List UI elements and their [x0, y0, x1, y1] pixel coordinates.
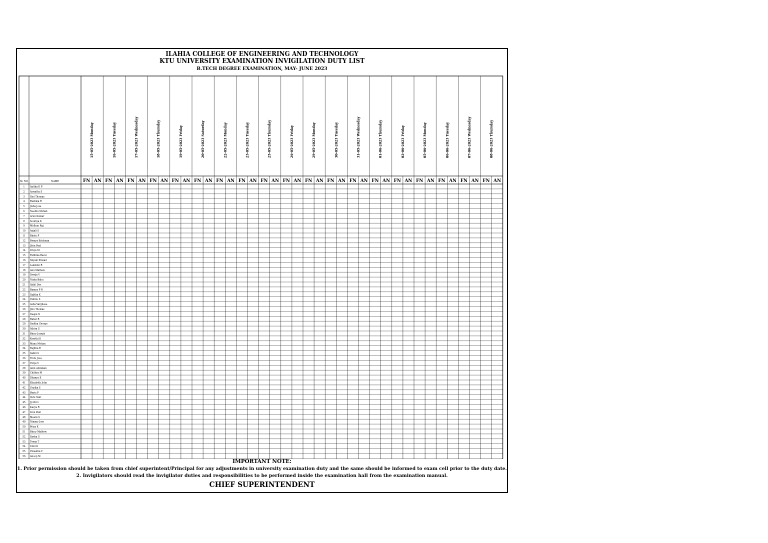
session-label: AN	[315, 179, 324, 184]
name-cell: Rejitha R	[30, 347, 41, 351]
sl-cell: 35	[22, 352, 26, 356]
name-cell: Sajitha K	[30, 293, 41, 297]
session-label: AN	[227, 179, 235, 184]
sl-cell: 17	[22, 263, 26, 267]
sl-cell: 18	[22, 268, 26, 272]
name-cell: Sneha S	[30, 435, 40, 439]
sl-cell: 5	[23, 205, 25, 209]
date-header: 08-06-2023 Thursday	[489, 119, 494, 158]
date-header: 07-06-2023 Wednesday	[467, 116, 472, 158]
name-cell: Divya M	[30, 249, 40, 253]
session-label: FN	[349, 179, 357, 184]
session-label: AN	[360, 179, 368, 184]
notes-heading: IMPORTANT NOTE:	[232, 459, 292, 465]
name-cell: Dhanya K	[30, 376, 42, 380]
name-cell: Abin Abraham	[30, 366, 47, 370]
sl-cell: 28	[22, 317, 26, 321]
sl-cell: 48	[22, 415, 26, 419]
name-cell: Asha Varghese	[30, 303, 48, 307]
date-header: 19-05-2023 Friday	[178, 125, 183, 158]
sl-cell: 16	[22, 259, 26, 262]
name-cell: Teena T	[30, 440, 40, 444]
sl-cell: 55	[22, 450, 26, 454]
name-cell: Linu Paul	[30, 410, 41, 414]
sl-cell: 46	[22, 406, 26, 409]
name-cell: Nimmy Jose	[30, 420, 44, 424]
session-label: AN	[493, 179, 501, 184]
list-title: KTU UNIVERSITY EXAMINATION INVIGILATION DUTY LIST	[159, 58, 365, 65]
sl-cell: 43	[22, 391, 26, 395]
session-label: FN	[482, 179, 490, 184]
date-header: 22-05-2023 Monday	[223, 122, 228, 158]
sl-cell: 21	[22, 283, 26, 287]
sl-cell: 27	[22, 312, 26, 316]
session-label: AN	[182, 179, 191, 184]
sl-cell: 51	[22, 430, 26, 434]
sl-cell: 1	[23, 185, 25, 189]
session-label: FN	[149, 179, 157, 184]
sl-cell: 42	[22, 386, 26, 390]
name-cell: Jinu Thomas	[30, 308, 45, 311]
session-label: FN	[82, 179, 91, 184]
session-label: FN	[282, 179, 290, 184]
date-header: 26-05-2023 Friday	[289, 125, 294, 158]
sl-cell: 34	[22, 347, 26, 351]
session-label: FN	[393, 179, 401, 184]
sl-cell: 30	[22, 327, 26, 331]
chief-superintendent-signature: CHIEF SUPERINTENDENT	[209, 480, 315, 489]
sl-cell: 38	[22, 366, 26, 370]
sl-cell: 19	[22, 273, 26, 277]
session-label: AN	[160, 179, 168, 184]
name-cell: Anitha K P	[30, 185, 43, 189]
name-cell: Kavya R	[30, 406, 40, 409]
sl-no-header: Sl. NO	[20, 180, 28, 183]
sl-cell: 50	[22, 425, 26, 429]
session-label: FN	[238, 179, 246, 184]
exam-title: B.TECH DEGREE EXAMINATION, MAY- JUNE 2023	[196, 67, 328, 72]
sl-cell: 53	[22, 440, 26, 444]
session-label: AN	[116, 179, 124, 184]
session-label: FN	[438, 179, 446, 184]
name-cell: Athira S	[30, 327, 40, 331]
sl-cell: 45	[22, 401, 26, 405]
name-cell: Arun Kumar	[30, 214, 45, 218]
session-label: AN	[138, 179, 146, 184]
name-cell: Lekshmi R	[30, 263, 43, 267]
name-cell: Sini Thomas	[30, 195, 45, 199]
sl-cell: 3	[23, 195, 25, 199]
name-cell: Priya K	[30, 425, 39, 429]
session-label: AN	[338, 179, 346, 184]
date-header: 23-05-2023 Tuesday	[245, 122, 250, 158]
sl-cell: 13	[22, 244, 26, 248]
name-cell: Ramya P R	[30, 288, 43, 292]
session-label: FN	[460, 179, 468, 184]
date-header: 25-05-2023 Thursday	[267, 119, 272, 158]
sl-cell: 44	[22, 396, 26, 400]
session-label: AN	[449, 179, 457, 184]
college-name: ILAHIA COLLEGE OF ENGINEERING AND TECHNOLOGY	[165, 51, 359, 58]
name-cell: Vineetha V	[30, 450, 43, 454]
sl-cell: 40	[22, 376, 26, 380]
name-cell: Binoy Joseph	[30, 332, 46, 336]
date-header: 01-06-2023 Thursday	[378, 119, 383, 158]
session-label: FN	[105, 179, 113, 184]
sl-cell: 15	[22, 254, 26, 258]
session-label: FN	[193, 179, 202, 184]
sl-cell: 2	[23, 190, 25, 194]
name-cell: Jyothi L	[30, 401, 39, 405]
session-label: FN	[415, 179, 424, 184]
session-label: FN	[171, 179, 179, 184]
sl-cell: 52	[22, 435, 26, 439]
session-label: FN	[127, 179, 135, 184]
sl-cell: 6	[23, 210, 25, 213]
name-cell: Salini S	[30, 352, 39, 356]
date-header: 06-06-2023 Tuesday	[445, 122, 450, 158]
sl-cell: 8	[23, 219, 25, 223]
name-cell: Keerthi K	[30, 337, 42, 341]
date-header: 29-05-2023 Monday	[312, 122, 317, 158]
sl-cell: 23	[22, 293, 26, 297]
sl-cell: 24	[22, 298, 26, 302]
date-header: 17-05-2023 Wednesday	[134, 116, 139, 158]
session-label: AN	[93, 179, 102, 184]
sl-cell: 56	[22, 455, 26, 458]
sl-cell: 33	[22, 342, 26, 346]
sl-cell: 10	[22, 229, 26, 233]
name-cell: Rahul R	[30, 317, 40, 321]
name-cell: Reshma R	[30, 200, 42, 204]
date-header: 20-05-2023 Saturday	[201, 120, 206, 158]
session-label: FN	[327, 179, 335, 184]
session-label: FN	[216, 179, 224, 184]
name-cell: Deepa N	[30, 312, 41, 316]
name-cell: Gopika S	[30, 386, 41, 390]
name-cell: Meera S	[30, 415, 40, 419]
sl-cell: 14	[22, 249, 26, 253]
duty-table	[17, 49, 507, 459]
name-cell: Unni K	[30, 445, 39, 449]
sl-cell: 47	[22, 410, 26, 414]
sl-cell: 32	[22, 337, 26, 341]
name-cell: Akhil Dev	[30, 283, 42, 287]
date-header: 02-06-2023 Friday	[400, 125, 405, 158]
session-label: AN	[382, 179, 390, 184]
sl-cell: 54	[22, 445, 26, 449]
name-cell: Smitha George	[30, 322, 48, 326]
name-header: NAME	[50, 180, 60, 183]
name-cell: Fathima Beevi	[30, 254, 47, 258]
date-header: 18-05-2023 Thursday	[156, 119, 161, 158]
name-cell: Anjali S	[30, 229, 39, 233]
session-label: FN	[260, 179, 268, 184]
name-cell: Sreeja V	[30, 273, 40, 277]
note-line-2: 2. Invigilators should read the invigilator duties and responsibilities to be performed inside the examination hall from the examination manual.	[76, 474, 448, 479]
name-cell: Midhun Raj	[30, 224, 44, 228]
date-header: 16-05-2023 Tuesday	[112, 122, 117, 158]
session-label: AN	[404, 179, 413, 184]
name-cell: Soumya K	[30, 219, 42, 223]
session-label: FN	[304, 179, 313, 184]
date-header: 05-06-2023 Monday	[423, 122, 428, 158]
session-label: AN	[293, 179, 302, 184]
name-cell: Aswathy S	[30, 190, 43, 194]
session-label: AN	[426, 179, 435, 184]
sl-cell: 37	[22, 361, 26, 365]
date-header: 30-05-2023 Tuesday	[334, 122, 339, 158]
name-cell: Jisha Jose	[30, 205, 42, 209]
note-line-1: 1. Prior permission should be taken from chief superintent/Principal for any adjustments in university examination duty and the same should be informed to exam cell prior to the duty date.	[17, 467, 507, 472]
name-cell: Shyam Prasad	[30, 259, 47, 262]
name-cell: Jibin Paul	[30, 244, 42, 248]
name-cell: Anoop M	[30, 455, 41, 458]
sl-cell: 31	[22, 332, 26, 336]
sl-cell: 12	[22, 239, 26, 243]
date-header: 15-05-2023 Monday	[90, 122, 95, 158]
sl-cell: 49	[22, 420, 26, 424]
duty-list-sheet	[16, 48, 508, 493]
name-cell: Elizabeth John	[30, 381, 47, 385]
sl-cell: 41	[22, 381, 26, 385]
name-cell: Bindu P	[30, 234, 40, 238]
sl-cell: 4	[23, 200, 25, 204]
name-cell: Remya Krishnan	[30, 239, 50, 243]
sl-cell: 11	[22, 234, 26, 238]
name-cell: Rincy Mathew	[30, 430, 47, 434]
name-cell: Vidya V	[30, 361, 39, 365]
sl-cell: 7	[23, 214, 25, 218]
name-cell: Manu Mohan	[30, 342, 46, 346]
name-cell: Indu Nair	[30, 396, 42, 400]
session-label: AN	[204, 179, 213, 184]
notes-block	[17, 459, 507, 490]
sl-cell: 29	[22, 322, 26, 326]
name-cell: Tintu Jose	[30, 357, 42, 360]
session-label: AN	[271, 179, 279, 184]
name-cell: Anu Mathew	[30, 268, 45, 272]
sl-cell: 20	[22, 278, 26, 282]
sl-cell: 25	[22, 303, 26, 307]
name-cell: Nisha Babu	[30, 278, 44, 282]
name-cell: Vishnu S	[30, 298, 41, 302]
sl-cell: 26	[22, 308, 26, 311]
date-header: 31-05-2023 Wednesday	[356, 116, 361, 158]
session-label: FN	[371, 179, 379, 184]
name-cell: Haris P	[30, 391, 39, 395]
name-cell: Neethu Mohan	[30, 210, 48, 213]
sl-cell: 36	[22, 357, 26, 360]
session-label: AN	[471, 179, 479, 184]
session-label: AN	[249, 179, 257, 184]
sl-cell: 39	[22, 371, 26, 375]
name-cell: Chithra M	[30, 371, 42, 375]
sl-cell: 22	[22, 288, 26, 292]
sl-cell: 9	[23, 224, 25, 228]
